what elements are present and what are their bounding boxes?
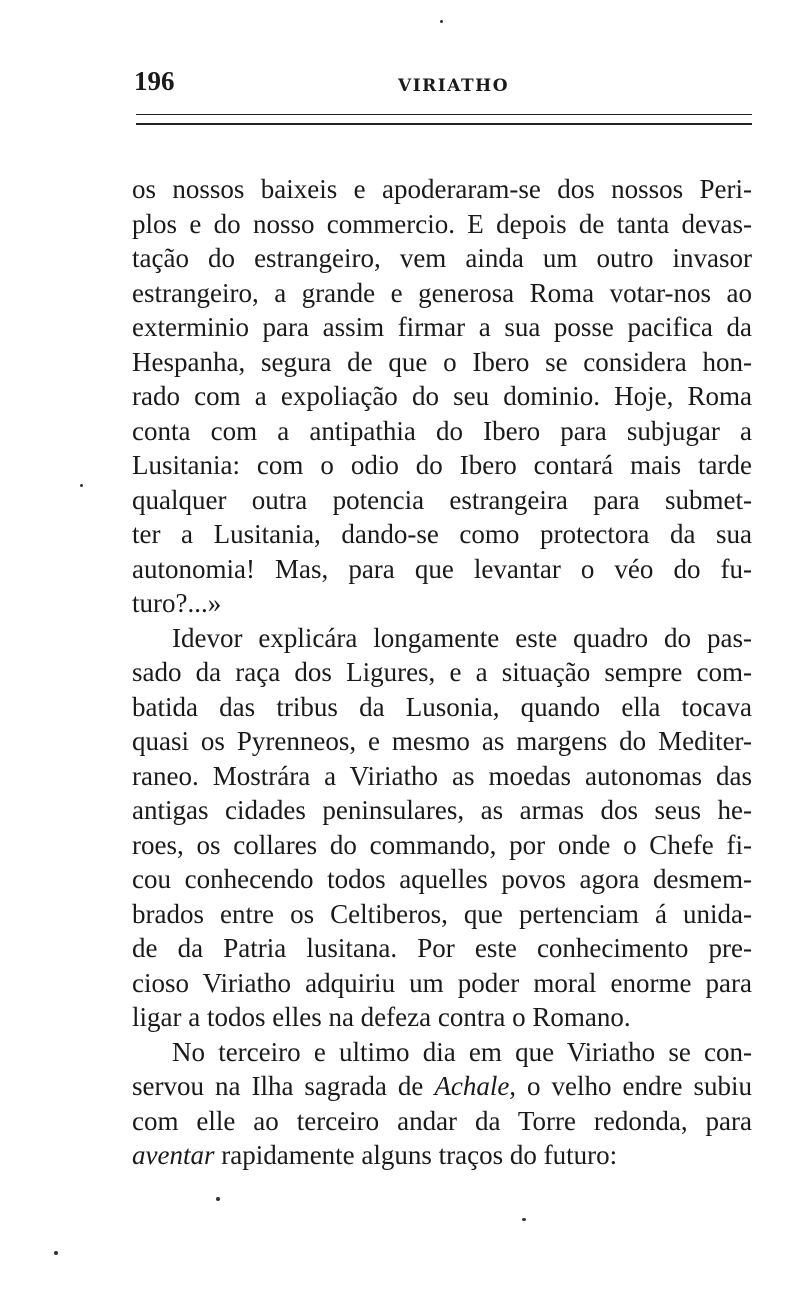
text-line bbox=[132, 345, 752, 380]
header-rule-thin bbox=[136, 114, 752, 115]
text-segment: ter a Lusitania, dando-se como protectora da sua bbox=[132, 519, 752, 549]
text-segment: rapidamente alguns traços do futuro: bbox=[214, 1140, 618, 1170]
page-number: 196 bbox=[134, 66, 175, 96]
text-segment: cioso Viriatho adquiriu um poder moral enorme para bbox=[132, 967, 752, 998]
text-line bbox=[132, 966, 752, 1001]
text-segment: ligar a todos elles na defeza contra o Romano. bbox=[132, 1002, 631, 1032]
text-segment: roes, os collares do commando, por onde o Chefe fi- bbox=[132, 829, 752, 860]
text-segment: batida das tribus da Lusonia, quando ella tocava bbox=[132, 691, 752, 722]
scan-speck bbox=[54, 1251, 58, 1255]
text-segment: quasi os Pyrenneos, e mesmo as margens do Mediter- bbox=[132, 726, 752, 756]
text-segment: Hespanha, segura de que o Ibero se considera hon- bbox=[132, 346, 752, 377]
text-line bbox=[132, 552, 752, 587]
text-segment: Lusitania: com o odio do Ibero contará mais tarde bbox=[132, 450, 752, 480]
text-line bbox=[132, 1069, 752, 1104]
text-line bbox=[132, 1035, 752, 1070]
text-segment: estrangeiro, a grande e generosa Roma votar-nos ao bbox=[132, 277, 752, 308]
text-line bbox=[132, 1000, 752, 1035]
text-segment: Idevor explicára longamente este quadro do pas- bbox=[172, 622, 752, 653]
text-line bbox=[132, 379, 752, 414]
text-line bbox=[132, 724, 752, 759]
text-line bbox=[132, 897, 752, 932]
text-segment: o velho endre subiu bbox=[516, 1071, 752, 1101]
text-segment: com elle ao terceiro andar da Torre redonda, para bbox=[132, 1105, 752, 1136]
text-segment: turo?...» bbox=[132, 588, 222, 618]
text-segment: cou conhecendo todos aquelles povos agora desmem- bbox=[132, 864, 752, 894]
text-line bbox=[132, 862, 752, 897]
text-line bbox=[132, 759, 752, 794]
text-segment: antigas cidades peninsulares, as armas dos seus he- bbox=[132, 795, 752, 825]
body-text bbox=[132, 172, 752, 1173]
text-line bbox=[132, 621, 752, 656]
text-segment: No terceiro e ultimo dia em que Viriatho se con- bbox=[172, 1036, 752, 1067]
text-segment: brados entre os Celtiberos, que pertenciam á unida- bbox=[132, 898, 752, 929]
text-line bbox=[132, 414, 752, 449]
text-line bbox=[132, 586, 752, 621]
text-line bbox=[132, 448, 752, 483]
italic-word: aventar bbox=[132, 1140, 215, 1170]
text-line bbox=[132, 517, 752, 552]
text-line bbox=[132, 655, 752, 690]
text-line bbox=[132, 1104, 752, 1139]
text-segment: autonomia! Mas, para que levantar o véo do fu- bbox=[132, 553, 752, 584]
text-line bbox=[132, 310, 752, 345]
page-header bbox=[134, 66, 754, 100]
text-line bbox=[132, 172, 752, 207]
italic-word: Achale, bbox=[434, 1071, 517, 1101]
text-segment: plos e do nosso commercio. E depois de tanta devas- bbox=[132, 208, 752, 239]
scan-speck bbox=[216, 1197, 220, 1201]
text-segment: exterminio para assim firmar a sua posse pacifica da bbox=[132, 312, 752, 342]
text-line bbox=[132, 931, 752, 966]
text-segment: sado da raça dos Ligures, e a situação sempre com- bbox=[132, 657, 752, 687]
text-segment: conta com a antipathia do Ibero para subjugar a bbox=[132, 415, 752, 446]
text-line bbox=[132, 1138, 752, 1173]
header-rule-thick bbox=[136, 123, 752, 125]
text-segment: de da Patria lusitana. Por este conhecimento pre- bbox=[132, 933, 752, 963]
text-line bbox=[132, 690, 752, 725]
text-segment: tação do estrangeiro, vem ainda um outro invasor bbox=[132, 243, 752, 273]
text-segment: raneo. Mostrára a Viriatho as moedas autonomas das bbox=[132, 760, 752, 791]
scan-speck bbox=[440, 20, 443, 23]
text-line bbox=[132, 793, 752, 828]
text-line bbox=[132, 828, 752, 863]
text-line bbox=[132, 276, 752, 311]
text-line bbox=[132, 241, 752, 276]
text-segment: rado com a expoliação do seu dominio. Hoje, Roma bbox=[132, 381, 752, 411]
scan-speck bbox=[522, 1218, 526, 1221]
text-segment: os nossos baixeis e apoderaram-se dos nossos Peri- bbox=[132, 174, 752, 204]
scan-speck bbox=[80, 484, 83, 487]
text-segment: qualquer outra potencia estrangeira para submet- bbox=[132, 484, 752, 515]
text-line bbox=[132, 207, 752, 242]
running-title: VIRIATHO bbox=[398, 76, 510, 96]
text-line bbox=[132, 483, 752, 518]
text-segment: servou na Ilha sagrada de bbox=[132, 1071, 435, 1101]
